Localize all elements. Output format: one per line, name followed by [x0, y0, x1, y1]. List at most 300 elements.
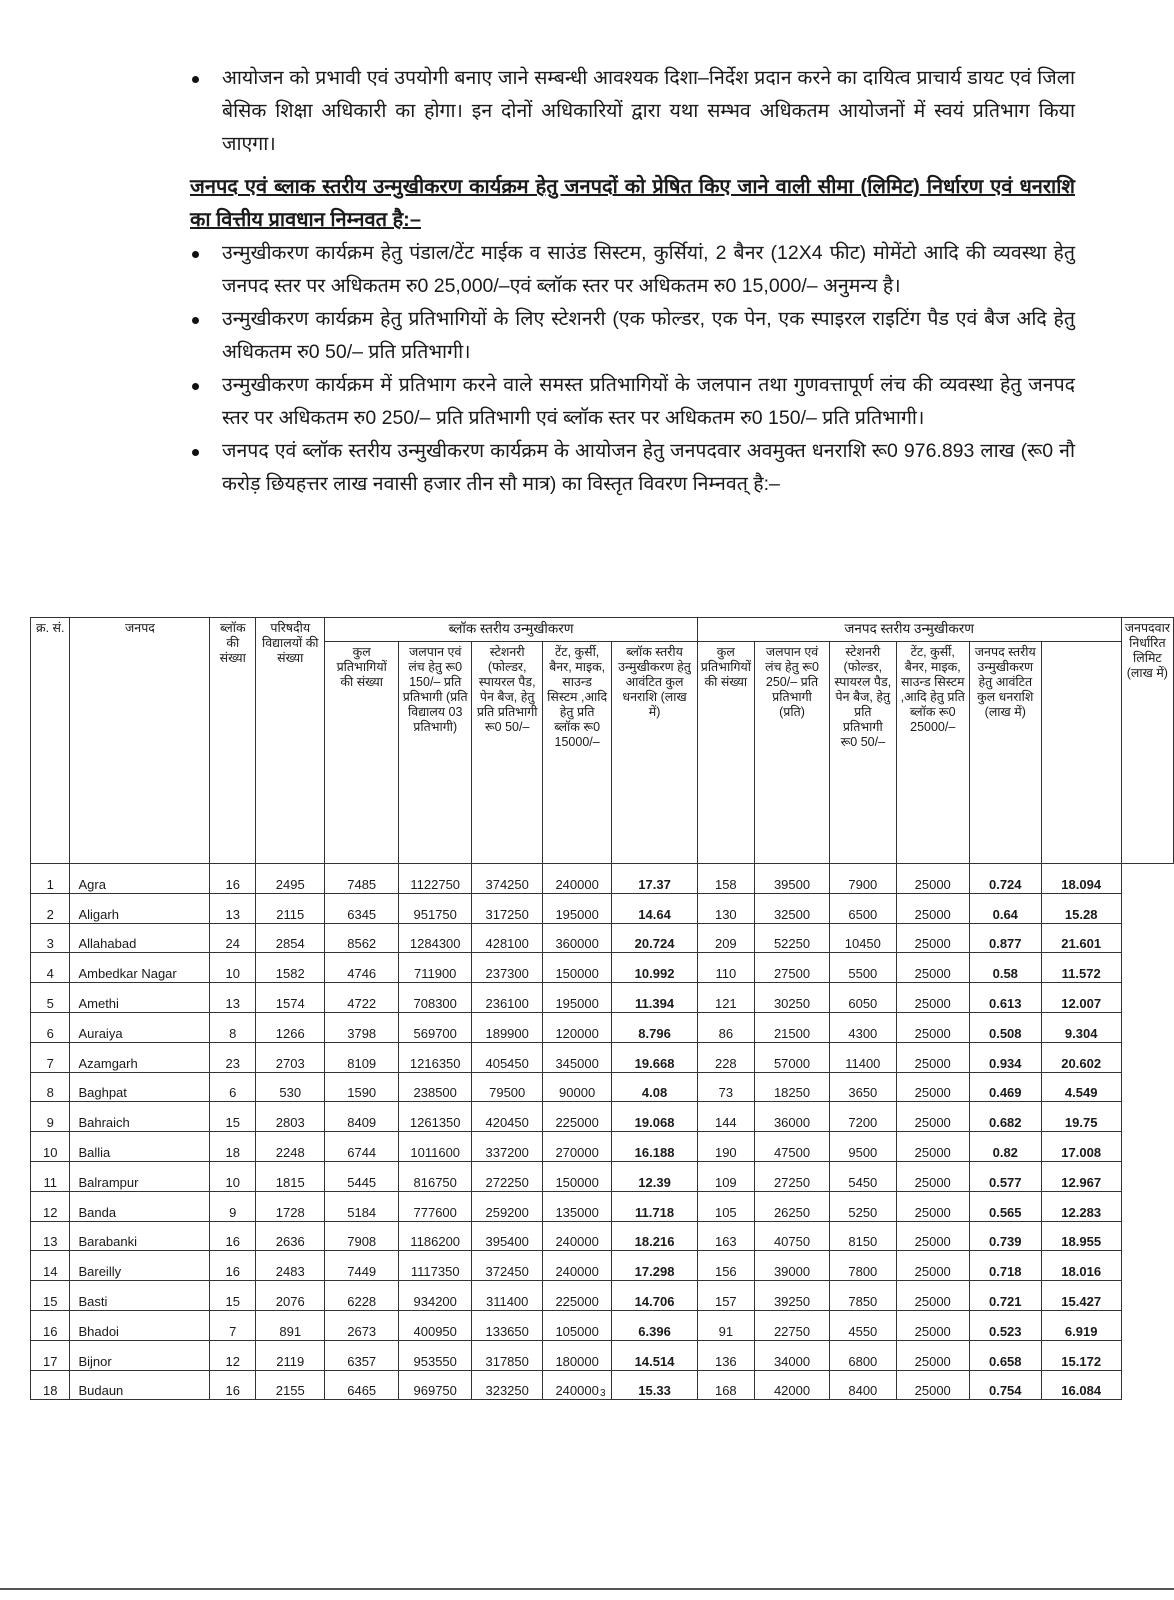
cell-block-total: 12.39	[612, 1161, 697, 1191]
cell-district-stationery: 11400	[830, 1042, 896, 1072]
cell-block-tent: 225000	[542, 1281, 611, 1311]
cell-district-total: 0.934	[969, 1042, 1041, 1072]
table-row	[31, 1251, 1174, 1281]
table-row	[31, 953, 1174, 983]
cell-block-lunch: 816750	[398, 1161, 472, 1191]
table-row	[31, 923, 1174, 953]
cell-block-lunch: 711900	[398, 953, 472, 983]
cell-blocks: 18	[210, 1132, 256, 1162]
cell-district-lunch: 30250	[754, 983, 829, 1013]
cell-district-participants: 190	[697, 1132, 754, 1162]
cell-district-lunch: 26250	[754, 1191, 829, 1221]
cell-block-participants: 7908	[325, 1221, 399, 1251]
cell-district: Bareilly	[70, 1251, 210, 1281]
cell-blocks: 8	[210, 1012, 256, 1042]
cell-schools: 2248	[256, 1132, 325, 1162]
cell-sno: 12	[31, 1191, 70, 1221]
cell-block-tent: 240000	[542, 1221, 611, 1251]
cell-district: Auraiya	[70, 1012, 210, 1042]
cell-block-lunch: 1186200	[398, 1221, 472, 1251]
cell-district-lunch: 27500	[754, 953, 829, 983]
cell-block-stationery: 395400	[472, 1221, 542, 1251]
cell-block-lunch: 1117350	[398, 1251, 472, 1281]
cell-limit: 15.172	[1041, 1340, 1121, 1370]
cell-district: Ballia	[70, 1132, 210, 1162]
cell-district-total: 0.64	[969, 893, 1041, 923]
cell-sno: 10	[31, 1132, 70, 1162]
cell-district-stationery: 8150	[830, 1221, 896, 1251]
cell-block-stationery: 323250	[472, 1370, 542, 1400]
cell-block-tent: 150000	[542, 953, 611, 983]
table-row	[31, 1161, 1174, 1191]
cell-schools: 1266	[256, 1012, 325, 1042]
cell-limit: 15.28	[1041, 893, 1121, 923]
cell-district-stationery: 5500	[830, 953, 896, 983]
cell-block-tent: 105000	[542, 1310, 611, 1340]
cell-district-stationery: 7200	[830, 1102, 896, 1132]
cell-district-lunch: 34000	[754, 1340, 829, 1370]
cell-block-total: 19.068	[612, 1102, 697, 1132]
cell-district-stationery: 6800	[830, 1340, 896, 1370]
cell-district-tent: 25000	[896, 1102, 969, 1132]
cell-sno: 2	[31, 893, 70, 923]
bullet-stationery-provision: उन्मुखीकरण कार्यक्रम हेतु प्रतिभागियों के लिए स्टेशनरी (एक फोल्डर, एक पेन, एक स्पाइरल राइटिंग पैड एवं बैज अदि हेतु अधिकतम रु0 50/– प्रति प्रतिभागी।	[190, 303, 1075, 369]
cell-district-stationery: 5250	[830, 1191, 896, 1221]
cell-district-stationery: 7900	[830, 864, 896, 894]
cell-sno: 5	[31, 983, 70, 1013]
cell-block-total: 4.08	[612, 1072, 697, 1102]
cell-limit: 4.549	[1041, 1072, 1121, 1102]
cell-block-participants: 7449	[325, 1251, 399, 1281]
cell-district-tent: 25000	[896, 1251, 969, 1281]
cell-district: Azamgarh	[70, 1042, 210, 1072]
cell-district-total: 0.577	[969, 1161, 1041, 1191]
cell-district-stationery: 7800	[830, 1251, 896, 1281]
cell-district-total: 0.658	[969, 1340, 1041, 1370]
cell-district-tent: 25000	[896, 923, 969, 953]
cell-block-lunch: 1284300	[398, 923, 472, 953]
cell-blocks: 7	[210, 1310, 256, 1340]
cell-block-stationery: 237300	[472, 953, 542, 983]
cell-schools: 2854	[256, 923, 325, 953]
cell-block-stationery: 236100	[472, 983, 542, 1013]
table-row	[31, 1221, 1174, 1251]
cell-district: Baghpat	[70, 1072, 210, 1102]
table-row	[31, 893, 1174, 923]
cell-district-tent: 25000	[896, 953, 969, 983]
cell-limit: 19.75	[1041, 1102, 1121, 1132]
scan-edge-line	[0, 1588, 1174, 1590]
header-block-participants: कुल प्रतिभागियों की संख्या	[325, 642, 399, 864]
cell-block-participants: 3798	[325, 1012, 399, 1042]
cell-district-lunch: 42000	[754, 1370, 829, 1400]
cell-block-total: 18.216	[612, 1221, 697, 1251]
header-district-group: जनपद स्तरीय उन्मुखीकरण	[697, 618, 1121, 642]
cell-district-participants: 156	[697, 1251, 754, 1281]
cell-block-stationery: 133650	[472, 1310, 542, 1340]
cell-district-stationery: 5450	[830, 1161, 896, 1191]
cell-block-lunch: 1261350	[398, 1102, 472, 1132]
cell-limit: 12.007	[1041, 983, 1121, 1013]
bullet-total-release: जनपद एवं ब्लॉक स्तरीय उन्मुखीकरण कार्यक्रम के आयोजन हेतु जनपदवार अवमुक्त धनराशि रू0 976.893 लाख (रू0 नौ करोड़ छियहत्तर लाख नवासी हजार तीन सौ मात्र) का विस्तृत विवरण निम्नवत् है:–	[190, 435, 1075, 501]
cell-limit: 9.304	[1041, 1012, 1121, 1042]
cell-block-tent: 150000	[542, 1161, 611, 1191]
cell-sno: 8	[31, 1072, 70, 1102]
cell-block-tent: 135000	[542, 1191, 611, 1221]
header-sno: क्र. सं.	[31, 618, 70, 864]
cell-block-total: 17.298	[612, 1251, 697, 1281]
cell-block-stationery: 372450	[472, 1251, 542, 1281]
cell-district-tent: 25000	[896, 1042, 969, 1072]
cell-schools: 2803	[256, 1102, 325, 1132]
cell-block-total: 14.64	[612, 893, 697, 923]
cell-district-total: 0.613	[969, 983, 1041, 1013]
cell-limit: 20.602	[1041, 1042, 1121, 1072]
cell-block-tent: 180000	[542, 1340, 611, 1370]
cell-sno: 13	[31, 1221, 70, 1251]
cell-limit: 16.084	[1041, 1370, 1121, 1400]
cell-district-tent: 25000	[896, 1132, 969, 1162]
district-allocation-table	[30, 617, 1174, 1400]
cell-block-stationery: 428100	[472, 923, 542, 953]
cell-block-stationery: 311400	[472, 1281, 542, 1311]
cell-block-participants: 5445	[325, 1161, 399, 1191]
cell-sno: 17	[31, 1340, 70, 1370]
header-district-total: जनपद स्तरीय उन्मुखीकरण हेतु आवंटित कुल धनराशि (लाख में)	[969, 642, 1041, 864]
cell-schools: 1582	[256, 953, 325, 983]
cell-blocks: 6	[210, 1072, 256, 1102]
cell-block-lunch: 1216350	[398, 1042, 472, 1072]
cell-limit: 21.601	[1041, 923, 1121, 953]
cell-district-tent: 25000	[896, 1221, 969, 1251]
cell-district-participants: 110	[697, 953, 754, 983]
cell-district-total: 0.565	[969, 1191, 1041, 1221]
cell-blocks: 16	[210, 864, 256, 894]
cell-district-participants: 163	[697, 1221, 754, 1251]
cell-district-participants: 158	[697, 864, 754, 894]
header-blocks: ब्लॉक की संख्या	[210, 618, 256, 864]
cell-block-tent: 270000	[542, 1132, 611, 1162]
cell-district-participants: 91	[697, 1310, 754, 1340]
cell-schools: 2155	[256, 1370, 325, 1400]
table-row	[31, 1102, 1174, 1132]
cell-blocks: 10	[210, 953, 256, 983]
cell-district-participants: 209	[697, 923, 754, 953]
cell-block-lunch: 777600	[398, 1191, 472, 1221]
page-number: 3	[600, 1388, 606, 1399]
cell-limit: 15.427	[1041, 1281, 1121, 1311]
cell-block-tent: 120000	[542, 1012, 611, 1042]
cell-block-participants: 6228	[325, 1281, 399, 1311]
cell-block-total: 6.396	[612, 1310, 697, 1340]
table-row	[31, 1132, 1174, 1162]
header-district-stationery: स्टेशनरी (फोल्डर, स्पायरल पैड, पेन बैज, हेतु प्रति प्रतिभागी रू0 50/–	[830, 642, 896, 864]
cell-district-lunch: 57000	[754, 1042, 829, 1072]
cell-blocks: 13	[210, 893, 256, 923]
cell-block-lunch: 934200	[398, 1281, 472, 1311]
cell-block-participants: 6744	[325, 1132, 399, 1162]
cell-district-lunch: 27250	[754, 1161, 829, 1191]
cell-block-lunch: 569700	[398, 1012, 472, 1042]
cell-district-total: 0.877	[969, 923, 1041, 953]
table-row	[31, 1042, 1174, 1072]
cell-district-participants: 105	[697, 1191, 754, 1221]
cell-district-lunch: 39500	[754, 864, 829, 894]
cell-block-total: 14.514	[612, 1340, 697, 1370]
table-row	[31, 1012, 1174, 1042]
cell-district-lunch: 32500	[754, 893, 829, 923]
header-district-lunch: जलपान एवं लंच हेतु रू0 250/– प्रति प्रतिभागी (प्रति)	[754, 642, 829, 864]
cell-block-lunch: 1122750	[398, 864, 472, 894]
cell-block-tent: 90000	[542, 1072, 611, 1102]
cell-block-tent: 360000	[542, 923, 611, 953]
cell-block-total: 15.33	[612, 1370, 697, 1400]
header-district: जनपद	[70, 618, 210, 864]
cell-district-participants: 228	[697, 1042, 754, 1072]
cell-district-participants: 136	[697, 1340, 754, 1370]
cell-limit: 12.283	[1041, 1191, 1121, 1221]
cell-block-stationery: 374250	[472, 864, 542, 894]
table-row	[31, 1281, 1174, 1311]
header-district-tent: टेंट, कुर्सी, बैनर, माइक, साउन्ड सिस्टम ,आदि हेतु प्रति ब्लॉक रू0 25000/–	[896, 642, 969, 864]
cell-district-lunch: 18250	[754, 1072, 829, 1102]
cell-district-lunch: 39000	[754, 1251, 829, 1281]
header-block-total: ब्लॉक स्तरीय उन्मुखीकरण हेतु आवंटित कुल धनराशि (लाख में)	[612, 642, 697, 864]
cell-blocks: 10	[210, 1161, 256, 1191]
cell-block-participants: 2673	[325, 1310, 399, 1340]
cell-district-tent: 25000	[896, 983, 969, 1013]
cell-block-total: 19.668	[612, 1042, 697, 1072]
cell-district-stationery: 7850	[830, 1281, 896, 1311]
cell-district-tent: 25000	[896, 1072, 969, 1102]
cell-blocks: 12	[210, 1340, 256, 1370]
cell-sno: 16	[31, 1310, 70, 1340]
cell-block-total: 11.718	[612, 1191, 697, 1221]
cell-schools: 2703	[256, 1042, 325, 1072]
cell-sno: 9	[31, 1102, 70, 1132]
bullet-responsibility: आयोजन को प्रभावी एवं उपयोगी बनाए जाने सम्बन्धी आवश्यक दिशा–निर्देश प्रदान करने का दायित्व प्राचार्य डायट एवं जिला बेसिक शिक्षा अधिकारी का होगा। इन दोनों अधिकारियों द्वारा यथा सम्भव अधिकतम आयोजनों में स्वयं प्रतिभाग किया जाएगा।	[190, 62, 1075, 161]
cell-limit: 17.008	[1041, 1132, 1121, 1162]
cell-schools: 2495	[256, 864, 325, 894]
table-row	[31, 983, 1174, 1013]
cell-block-stationery: 405450	[472, 1042, 542, 1072]
cell-limit: 18.955	[1041, 1221, 1121, 1251]
cell-district-participants: 130	[697, 893, 754, 923]
instructions-section	[190, 62, 1075, 501]
table-row	[31, 1072, 1174, 1102]
cell-blocks: 15	[210, 1102, 256, 1132]
cell-block-total: 16.188	[612, 1132, 697, 1162]
cell-district-total: 0.724	[969, 864, 1041, 894]
cell-blocks: 16	[210, 1251, 256, 1281]
cell-district-total: 0.718	[969, 1251, 1041, 1281]
cell-blocks: 24	[210, 923, 256, 953]
section-heading: जनपद एवं ब्लाक स्तरीय उन्मुखीकरण कार्यक्रम हेतु जनपदों को प्रेषित किए जाने वाली सीमा (लिमिट) निर्धारण एवं धनराशि का वित्तीय प्रावधान निम्नवत है:–	[190, 176, 1075, 231]
cell-blocks: 13	[210, 983, 256, 1013]
cell-block-lunch: 400950	[398, 1310, 472, 1340]
cell-district-tent: 25000	[896, 1281, 969, 1311]
cell-block-tent: 240000	[542, 1251, 611, 1281]
cell-limit: 18.094	[1041, 864, 1121, 894]
cell-district-participants: 73	[697, 1072, 754, 1102]
cell-limit: 12.967	[1041, 1161, 1121, 1191]
cell-block-stationery: 317250	[472, 893, 542, 923]
cell-block-stationery: 189900	[472, 1012, 542, 1042]
cell-block-stationery: 79500	[472, 1072, 542, 1102]
cell-district-lunch: 52250	[754, 923, 829, 953]
cell-limit: 11.572	[1041, 953, 1121, 983]
cell-block-lunch: 953550	[398, 1340, 472, 1370]
cell-district-total: 0.721	[969, 1281, 1041, 1311]
cell-block-lunch: 708300	[398, 983, 472, 1013]
cell-district: Bijnor	[70, 1340, 210, 1370]
cell-schools: 891	[256, 1310, 325, 1340]
cell-schools: 1815	[256, 1161, 325, 1191]
cell-district-lunch: 36000	[754, 1102, 829, 1132]
header-block-lunch: जलपान एवं लंच हेतु रू0 150/– प्रति प्रतिभागी (प्रति विद्यालय 03 प्रतिभागी)	[398, 642, 472, 864]
cell-block-total: 11.394	[612, 983, 697, 1013]
cell-blocks: 23	[210, 1042, 256, 1072]
cell-district-tent: 25000	[896, 1340, 969, 1370]
cell-district-lunch: 40750	[754, 1221, 829, 1251]
cell-district-participants: 86	[697, 1012, 754, 1042]
cell-district-stationery: 3650	[830, 1072, 896, 1102]
cell-district: Budaun	[70, 1370, 210, 1400]
cell-district-tent: 25000	[896, 1161, 969, 1191]
cell-schools: 2483	[256, 1251, 325, 1281]
cell-schools: 2636	[256, 1221, 325, 1251]
cell-district-participants: 144	[697, 1102, 754, 1132]
cell-district: Basti	[70, 1281, 210, 1311]
table-row	[31, 1310, 1174, 1340]
cell-district-participants: 168	[697, 1370, 754, 1400]
cell-block-total: 8.796	[612, 1012, 697, 1042]
cell-sno: 1	[31, 864, 70, 894]
cell-district: Agra	[70, 864, 210, 894]
cell-district: Ambedkar Nagar	[70, 953, 210, 983]
cell-blocks: 16	[210, 1221, 256, 1251]
cell-district-total: 0.58	[969, 953, 1041, 983]
cell-district-lunch: 21500	[754, 1012, 829, 1042]
cell-block-tent: 345000	[542, 1042, 611, 1072]
cell-block-tent: 240000	[542, 864, 611, 894]
cell-limit: 18.016	[1041, 1251, 1121, 1281]
cell-district-stationery: 10450	[830, 923, 896, 953]
cell-blocks: 16	[210, 1370, 256, 1400]
cell-block-participants: 4722	[325, 983, 399, 1013]
bullet-tent-provision: उन्मुखीकरण कार्यक्रम हेतु पंडाल/टेंट माईक व साउंड सिस्टम, कुर्सियां, 2 बैनर (12X4 फीट) मोमेंटो आदि की व्यवस्था हेतु जनपद स्तर पर अधिकतम रु0 25,000/–एवं ब्लॉक स्तर पर अधिकतम रु0 15,000/– अनुमन्य है।	[190, 237, 1075, 303]
cell-district: Barabanki	[70, 1221, 210, 1251]
cell-block-stationery: 317850	[472, 1340, 542, 1370]
cell-district-total: 0.754	[969, 1370, 1041, 1400]
cell-block-participants: 6357	[325, 1340, 399, 1370]
cell-block-participants: 4746	[325, 953, 399, 983]
cell-district-stationery: 9500	[830, 1132, 896, 1162]
header-block-stationery: स्टेशनरी (फोल्डर, स्पायरल पैड, पेन बैज, हेतु प्रति प्रतिभागी रू0 50/–	[472, 642, 542, 864]
cell-district-total: 0.469	[969, 1072, 1041, 1102]
cell-district-total: 0.523	[969, 1310, 1041, 1340]
cell-block-stationery: 420450	[472, 1102, 542, 1132]
cell-district-stationery: 6050	[830, 983, 896, 1013]
cell-block-participants: 6345	[325, 893, 399, 923]
cell-district-lunch: 39250	[754, 1281, 829, 1311]
cell-district-stationery: 4550	[830, 1310, 896, 1340]
cell-district-tent: 25000	[896, 1012, 969, 1042]
cell-block-lunch: 951750	[398, 893, 472, 923]
cell-blocks: 9	[210, 1191, 256, 1221]
cell-block-stationery: 259200	[472, 1191, 542, 1221]
cell-district-participants: 109	[697, 1161, 754, 1191]
header-district-participants: कुल प्रतिभागियों की संख्या	[697, 642, 754, 864]
cell-district: Amethi	[70, 983, 210, 1013]
table-row	[31, 864, 1174, 894]
cell-district-participants: 121	[697, 983, 754, 1013]
cell-district-tent: 25000	[896, 1370, 969, 1400]
header-block-tent: टेंट, कुर्सी, बैनर, माइक, साउन्ड सिस्टम ,आदि हेतु प्रति ब्लॉक रू0 15000/–	[542, 642, 611, 864]
cell-block-participants: 1590	[325, 1072, 399, 1102]
cell-district: Aligarh	[70, 893, 210, 923]
cell-blocks: 15	[210, 1281, 256, 1311]
cell-district: Bhadoi	[70, 1310, 210, 1340]
cell-block-participants: 7485	[325, 864, 399, 894]
cell-sno: 6	[31, 1012, 70, 1042]
cell-sno: 11	[31, 1161, 70, 1191]
cell-block-participants: 8409	[325, 1102, 399, 1132]
cell-district: Balrampur	[70, 1161, 210, 1191]
cell-district-stationery: 4300	[830, 1012, 896, 1042]
cell-schools: 1728	[256, 1191, 325, 1221]
cell-block-tent: 195000	[542, 893, 611, 923]
cell-schools: 530	[256, 1072, 325, 1102]
cell-block-lunch: 969750	[398, 1370, 472, 1400]
cell-district-total: 0.82	[969, 1132, 1041, 1162]
cell-limit: 6.919	[1041, 1310, 1121, 1340]
table-row	[31, 1340, 1174, 1370]
cell-block-total: 14.706	[612, 1281, 697, 1311]
cell-district-lunch: 47500	[754, 1132, 829, 1162]
cell-district-tent: 25000	[896, 864, 969, 894]
cell-district-tent: 25000	[896, 893, 969, 923]
cell-district-participants: 157	[697, 1281, 754, 1311]
cell-district-stationery: 6500	[830, 893, 896, 923]
cell-block-participants: 8109	[325, 1042, 399, 1072]
cell-block-participants: 6465	[325, 1370, 399, 1400]
header-schools: परिषदीय विद्यालयों की संख्या	[256, 618, 325, 864]
cell-district-stationery: 8400	[830, 1370, 896, 1400]
header-block-group: ब्लॉक स्तरीय उन्मुखीकरण	[325, 618, 697, 642]
bullet-lunch-provision: उन्मुखीकरण कार्यक्रम में प्रतिभाग करने वाले समस्त प्रतिभागियों के जलपान तथा गुणवत्तापूर्ण लंच की व्यवस्था हेतु जनपद स्तर पर अधिकतम रु0 250/– प्रति प्रतिभागी एवं ब्लॉक स्तर पर अधिकतम रु0 150/– प्रति प्रतिभागी।	[190, 369, 1075, 435]
header-limit: जनपदवार निर्धारित लिमिट (लाख में)	[1121, 618, 1173, 864]
cell-block-total: 10.992	[612, 953, 697, 983]
cell-block-lunch: 238500	[398, 1072, 472, 1102]
cell-block-stationery: 272250	[472, 1161, 542, 1191]
cell-sno: 15	[31, 1281, 70, 1311]
cell-district-tent: 25000	[896, 1191, 969, 1221]
cell-sno: 7	[31, 1042, 70, 1072]
cell-district-total: 0.739	[969, 1221, 1041, 1251]
cell-sno: 18	[31, 1370, 70, 1400]
cell-block-tent: 240000	[542, 1370, 611, 1400]
cell-block-participants: 5184	[325, 1191, 399, 1221]
cell-block-tent: 225000	[542, 1102, 611, 1132]
cell-block-stationery: 337200	[472, 1132, 542, 1162]
cell-sno: 14	[31, 1251, 70, 1281]
cell-block-tent: 195000	[542, 983, 611, 1013]
cell-schools: 2115	[256, 893, 325, 923]
cell-district-tent: 25000	[896, 1310, 969, 1340]
cell-district-lunch: 22750	[754, 1310, 829, 1340]
cell-district-total: 0.682	[969, 1102, 1041, 1132]
